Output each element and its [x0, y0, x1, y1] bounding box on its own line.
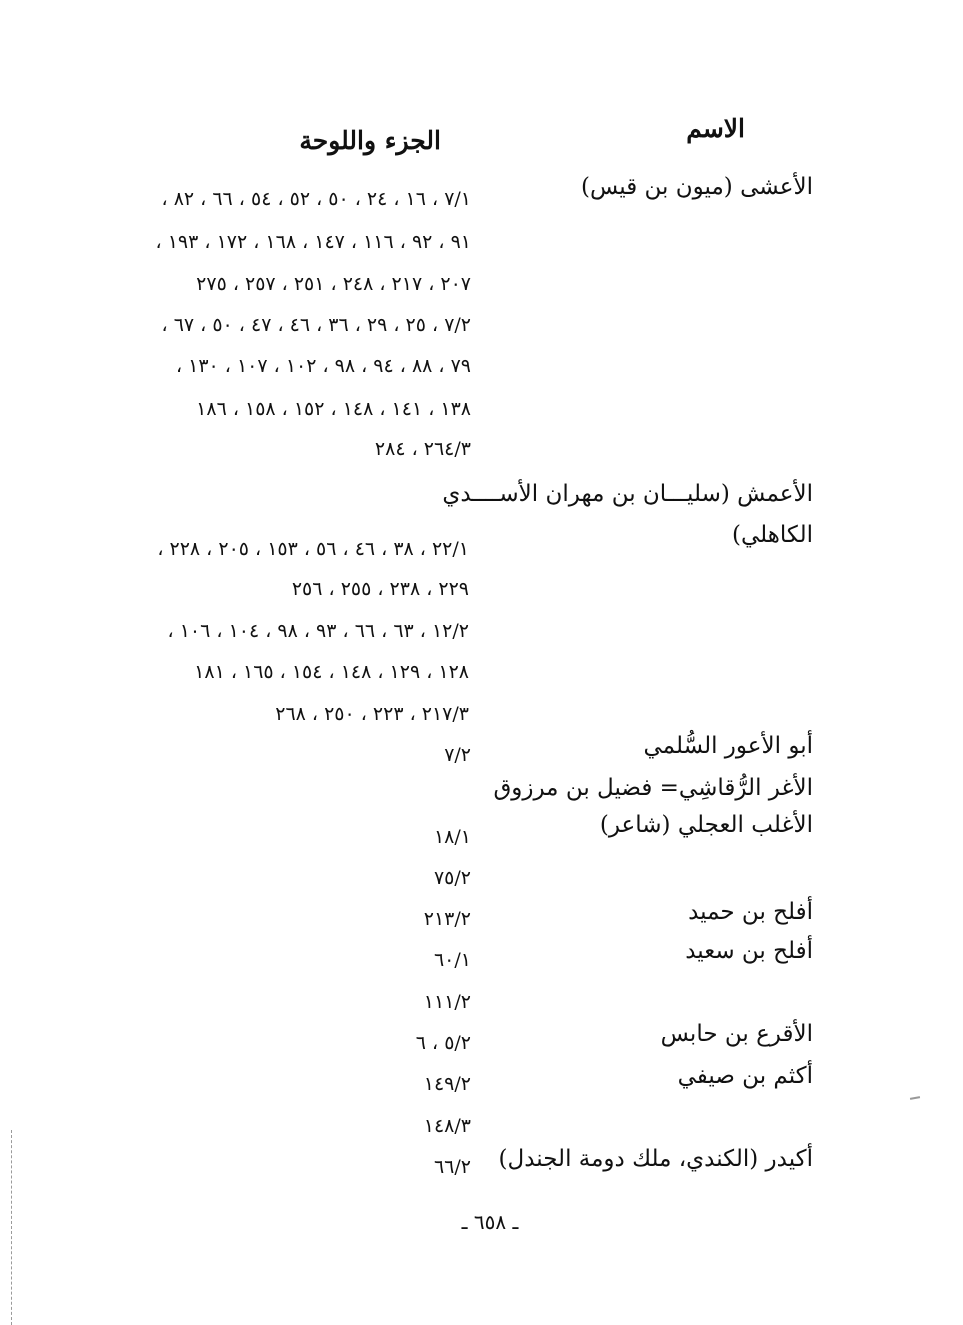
ref-line: ٧/١ ، ١٦ ، ٢٤ ، ٥٠ ، ٥٢ ، ٥٤ ، ٦٦ ، ٨٢ ، [161, 188, 471, 210]
entry-name-aamash: الأعمش (سليـــان بن مهران الأســــدي [442, 481, 813, 507]
ref-line: ١١١/٢ [423, 991, 471, 1013]
column-header-name: الاسم [686, 114, 745, 143]
ref-line: ١٢٨ ، ١٢٩ ، ١٤٨ ، ١٥٤ ، ١٦٥ ، ١٨١ [194, 661, 469, 683]
entry-name-aflah-saeed: أفلح بن سعيد [685, 938, 813, 964]
ref-line: ٦٠/١ [433, 949, 471, 971]
ref-line: ٢١٣/٢ [423, 908, 471, 930]
scan-speck [910, 1096, 920, 1100]
ref-line: ١٨/١ [433, 826, 471, 848]
entry-name-aflah-humaid: أفلح بن حميد [688, 899, 813, 925]
entry-name-alaghar: الأغر الرُّقاشِي= فضيل بن مرزوق [493, 775, 813, 801]
ref-line: ١٢/٢ ، ٦٣ ، ٦٦ ، ٩٣ ، ٩٨ ، ١٠٤ ، ١٠٦ ، [167, 620, 469, 642]
entry-name-ukaydir: أكيدر (الكندي، ملك دومة الجندل) [498, 1146, 813, 1172]
entry-name-aktham: أكثم بن صيفي [677, 1063, 813, 1089]
ref-line: ٧٩ ، ٨٨ ، ٩٤ ، ٩٨ ، ١٠٢ ، ١٠٧ ، ١٣٠ ، [175, 355, 471, 377]
ref-line: ٦٦/٢ [433, 1156, 471, 1178]
ref-line: ٧/٢ ، ٢٥ ، ٢٩ ، ٣٦ ، ٤٦ ، ٤٧ ، ٥٠ ، ٦٧ ، [161, 314, 471, 336]
binding-edge-mark [11, 1130, 12, 1325]
column-header-volume-plate: الجزء واللوحة [299, 126, 441, 155]
ref-line: ٢٢٩ ، ٢٣٨ ، ٢٥٥ ، ٢٥٦ [291, 578, 469, 600]
ref-line: ١٤٩/٢ [423, 1073, 471, 1095]
ref-line: ٩١ ، ٩٢ ، ١١٦ ، ١٤٧ ، ١٦٨ ، ١٧٢ ، ١٩٣ ، [155, 231, 471, 253]
entry-name-aasha: الأعشى (ميون بن قيس) [581, 174, 813, 200]
ref-line: ١٤٨/٣ [423, 1115, 471, 1137]
entry-name-alaqra: الأقرع بن حابس [660, 1021, 813, 1047]
entry-name-abu-alawar: أبو الأعور السُّلمي [643, 733, 813, 759]
entry-name-alaghlab: الأغلب العجلي (شاعر) [599, 812, 813, 838]
page-number: ـ ٦٥٨ ـ [461, 1210, 519, 1234]
ref-line: ٧٥/٢ [433, 867, 471, 889]
ref-line: ٢٠٧ ، ٢١٧ ، ٢٤٨ ، ٢٥١ ، ٢٥٧ ، ٢٧٥ [196, 273, 471, 295]
ref-line: ٧/٢ [444, 744, 471, 766]
ref-line: ٢٦٤/٣ ، ٢٨٤ [374, 438, 471, 460]
ref-line: ١٣٨ ، ١٤١ ، ١٤٨ ، ١٥٢ ، ١٥٨ ، ١٨٦ [196, 398, 471, 420]
ref-line: ٥/٢ ، ٦ [415, 1032, 471, 1054]
entry-name-aamash-cont: الكاهلي) [732, 522, 813, 548]
ref-line: ٢١٧/٣ ، ٢٢٣ ، ٢٥٠ ، ٢٦٨ [275, 703, 469, 725]
ref-line: ٢٢/١ ، ٣٨ ، ٤٦ ، ٥٦ ، ١٥٣ ، ٢٠٥ ، ٢٢٨ ، [157, 538, 469, 560]
